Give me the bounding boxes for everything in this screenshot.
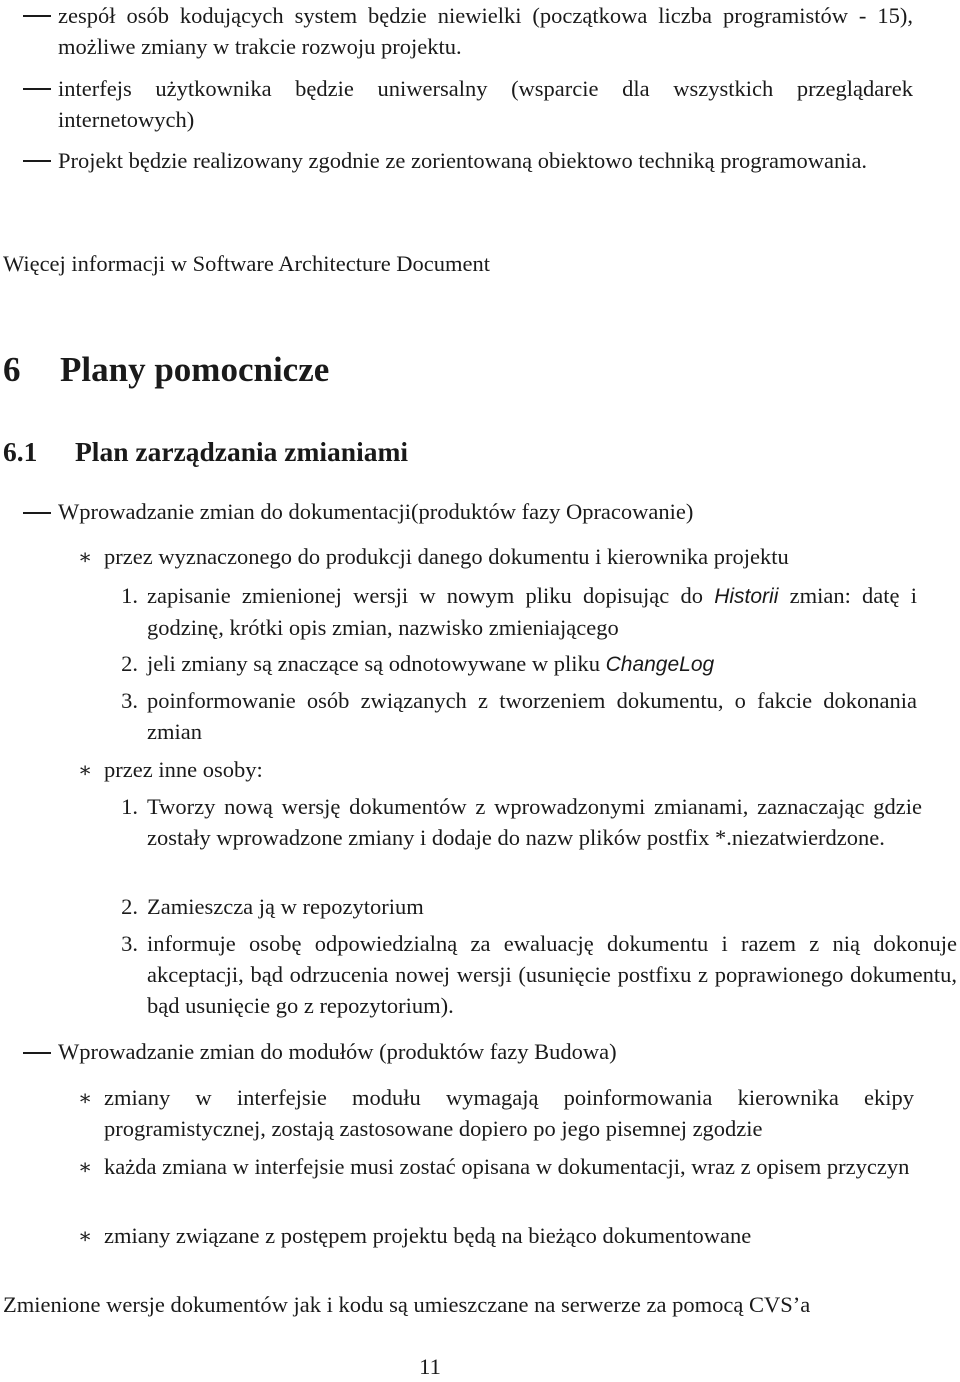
closing-text: Zmienione wersje dokumentów jak i kodu są umieszczane na serwerze za pomocą CVS’a	[3, 1292, 811, 1317]
step-text: jeli zmiany są znaczące są odnotowywane w pliku ChangeLog	[147, 651, 715, 676]
list-item-docs: Wprowadzanie zmian do dokumentacji(produktów fazy Opracowanie)	[58, 499, 694, 524]
section-number: 6	[3, 350, 21, 389]
list-dash	[23, 15, 51, 17]
list-dash	[23, 512, 51, 514]
step-number: 2.	[121, 894, 138, 919]
history-term: Historii	[714, 585, 779, 608]
more-info-text: Więcej informacji w Software Architecture Document	[3, 251, 491, 276]
asterisk-bullet: ∗	[78, 545, 93, 569]
module-bullet: każda zmiana w interfejsie musi zostać opisana w dokumentacji, wraz z opisem przyczyn	[104, 1154, 910, 1179]
module-bullet: zmiany związane z postępem projektu będą na bieżąco dokumentowane	[104, 1223, 752, 1248]
step-number: 1.	[121, 583, 138, 608]
list-dash	[23, 88, 51, 90]
section-heading	[3, 350, 603, 390]
step-number: 1.	[121, 794, 138, 819]
subsection-number: 6.1	[3, 436, 38, 467]
step-number: 3.	[121, 931, 138, 956]
step-text: poinformowanie osób związanych z tworzeniem dokumentu, o fakcie dokonania zmian	[147, 688, 917, 744]
module-bullet: zmiany w interfejsie modułu wymagają poinformowania kierownika ekipy programistycznej, zostają zastosowane dopiero po jego pisemnej zgodzie	[104, 1085, 914, 1141]
asterisk-bullet: ∗	[78, 1155, 93, 1179]
step-number: 2.	[121, 651, 138, 676]
list-dash	[23, 1052, 51, 1054]
step-text: Zamieszcza ją w repozytorium	[147, 894, 424, 919]
section-title: Plany pomocnicze	[60, 350, 330, 389]
bullet-docs-author: przez wyznaczonego do produkcji danego dokumentu i kierownika projektu	[104, 544, 789, 569]
list-item: Projekt będzie realizowany zgodnie ze zorientowaną obiektowo techniką programowania.	[58, 148, 868, 173]
asterisk-bullet: ∗	[78, 758, 93, 782]
bullet-docs-others: przez inne osoby:	[104, 757, 263, 782]
list-item: interfejs użytkownika będzie uniwersalny (wsparcie dla wszystkich przeglądarek internetowych)	[58, 76, 913, 132]
subsection-heading	[3, 435, 603, 469]
step-number: 3.	[121, 688, 138, 713]
list-item-modules: Wprowadzanie zmian do modułów (produktów fazy Budowa)	[58, 1039, 617, 1064]
subsection-title: Plan zarządzania zmianiami	[75, 436, 409, 467]
changelog-term: ChangeLog	[605, 653, 715, 676]
step-text: Tworzy nową wersję dokumentów z wprowadzonymi zmianami, zaznaczając gdzie zostały wprowadzone zmiany i dodaje do nazw plików postfix *.niezatwierdzone.	[147, 794, 922, 850]
asterisk-bullet: ∗	[78, 1224, 93, 1248]
page-number: 11	[419, 1354, 441, 1379]
list-dash	[23, 160, 51, 162]
step-text: zapisanie zmienionej wersji w nowym pliku dopisując do Historii zmian: datę i godzinę, krótki opis zmian, nazwisko zmieniającego	[147, 583, 918, 640]
asterisk-bullet: ∗	[78, 1086, 93, 1110]
step-text: informuje osobę odpowiedzialną za ewaluację dokumentu i razem z nią dokonuje akceptacji, bąd odrzucenia nowej wersji (usunięcie postfixu z poprawionego dokumentu, bąd usunięcie go z repozytorium).	[147, 931, 957, 1018]
list-item: zespół osób kodujących system będzie niewielki (początkowa liczba programistów - 15), możliwe zmiany w trakcie rozwoju projektu.	[58, 3, 913, 59]
